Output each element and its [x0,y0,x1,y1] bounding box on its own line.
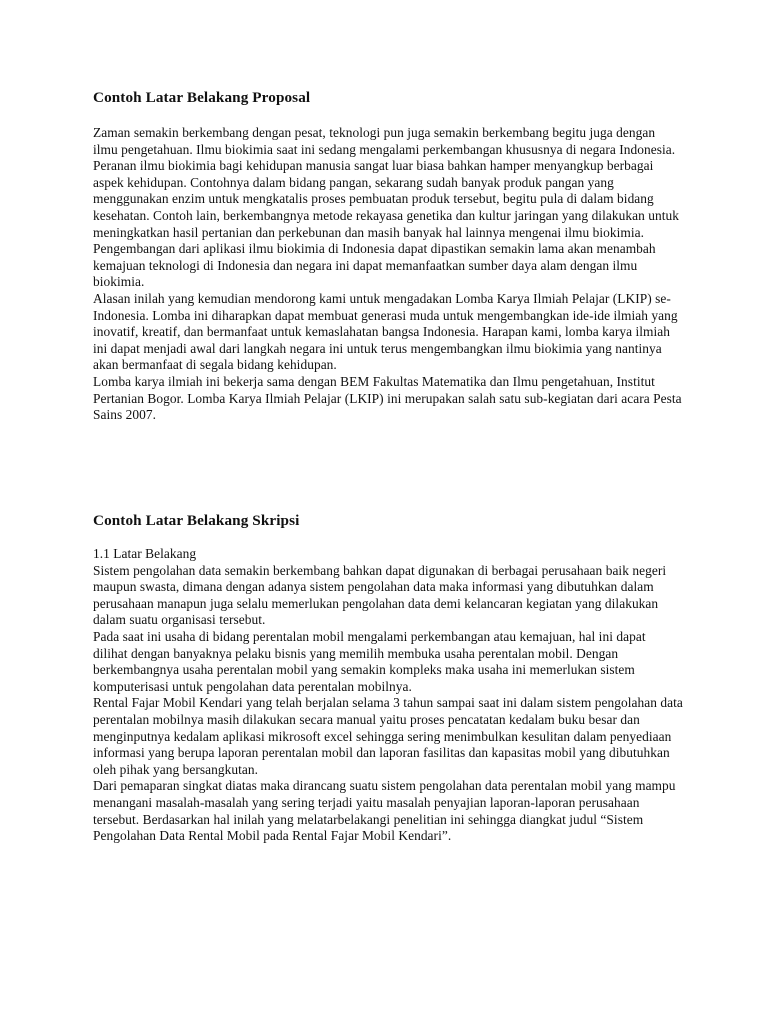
skripsi-body [93,546,683,845]
proposal-heading: Contoh Latar Belakang Proposal [93,89,311,106]
proposal-paragraph-1: Zaman semakin berkembang dengan pesat, teknologi pun juga semakin berkembang begitu juga dengan ilmu pengetahuan. Ilmu biokimia saat ini sedang mengalami perkembangan khususnya di negara Indonesia. Peranan ilmu biokimia bagi kehidupan manusia sangat luar biasa bahkan hamper menyangkup berbagai aspek kehidupan. Contohnya dalam bidang pangan, sekarang sudah banyak produk pangan yang menggunakan enzim untuk mengkatalis proses pembuatan produk tersebut, begitu pula di dalam bidang kesehatan. Contoh lain, berkembangnya metode rekayasa genetika dan kultur jaringan yang dilakukan untuk meningkatkan hasil pertanian dan perkebunan dan masih banyak hal lainnya mengenai ilmu biokimia. Pengembangan dari aplikasi ilmu biokimia di Indonesia dapat dipastikan semakin lama akan menambah kemajuan teknologi di Indonesia dan negara ini dapat memanfaatkan sumber daya alam dengan ilmu biokimia. [93,125,679,290]
skripsi-paragraph-3: Rental Fajar Mobil Kendari yang telah berjalan selama 3 tahun sampai saat ini dalam sistem pengolahan data perentalan mobilnya masih dilakukan secara manual yaitu proses pencatatan kedalam buku besar dan menginputnya kedalam aplikasi mikrosoft excel sehingga sering menimbulkan kesulitan dalam penyediaan informasi yang berupa laporan perentalan mobil dan laporan fasilitas dan kapasitas mobil yang dibutuhkan oleh pihak yang bersangkutan. [93,695,683,777]
proposal-paragraph-3: Lomba karya ilmiah ini bekerja sama dengan BEM Fakultas Matematika dan Ilmu pengetahuan, Institut Pertanian Bogor. Lomba Karya Ilmiah Pelajar (LKIP) ini merupakan salah satu sub-kegiatan dari acara Pesta Sains 2007. [93,373,682,423]
skripsi-paragraph-2: Pada saat ini usaha di bidang perentalan mobil mengalami perkembangan atau kemajuan, hal ini dapat dilihat dengan banyaknya pelaku bisnis yang memilih membuka usaha perentalan mobil. Dengan berkembangnya usaha perentalan mobil yang semakin kompleks maka usaha ini memerlukan sistem komputerisasi untuk pengolahan data perentalan mobilnya. [93,628,646,694]
skripsi-heading: Contoh Latar Belakang Skripsi [93,512,300,529]
skripsi-paragraph-4: Dari pemaparan singkat diatas maka dirancang suatu sistem pengolahan data perentalan mobil yang mampu menangani masalah-masalah yang sering terjadi yaitu masalah penyajian laporan-laporan perusahaan tersebut. Berdasarkan hal inilah yang melatarbelakangi penelitian ini sehingga diangkat judul “Sistem Pengolahan Data Rental Mobil pada Rental Fajar Mobil Kendari”. [93,778,676,844]
proposal-body [93,125,683,424]
skripsi-subheading: 1.1 Latar Belakang [93,546,197,561]
proposal-paragraph-2: Alasan inilah yang kemudian mendorong kami untuk mengadakan Lomba Karya Ilmiah Pelajar (LKIP) se-Indonesia. Lomba ini diharapkan dapat membuat generasi muda untuk mengembangkan ide-ide ilmiah yang inovatif, kreatif, dan bermanfaat untuk kemaslahatan bangsa Indonesia. Harapan kami, lomba karya ilmiah ini dapat menjadi awal dari langkah negara ini untuk terus mengembangkan ilmu biokimia yang nantinya akan bermanfaat di segala bidang kehidupan. [93,290,678,373]
skripsi-paragraph-1: Sistem pengolahan data semakin berkembang bahkan dapat digunakan di berbagai perusahaan baik negeri maupun swasta, dimana dengan adanya sistem pengolahan data maka informasi yang dibutuhkan dalam perusahaan manapun juga selalu memerlukan pengolahan data demi kelancaran kegiatan yang dilakukan dalam suatu organisasi tersebut. [93,562,667,628]
